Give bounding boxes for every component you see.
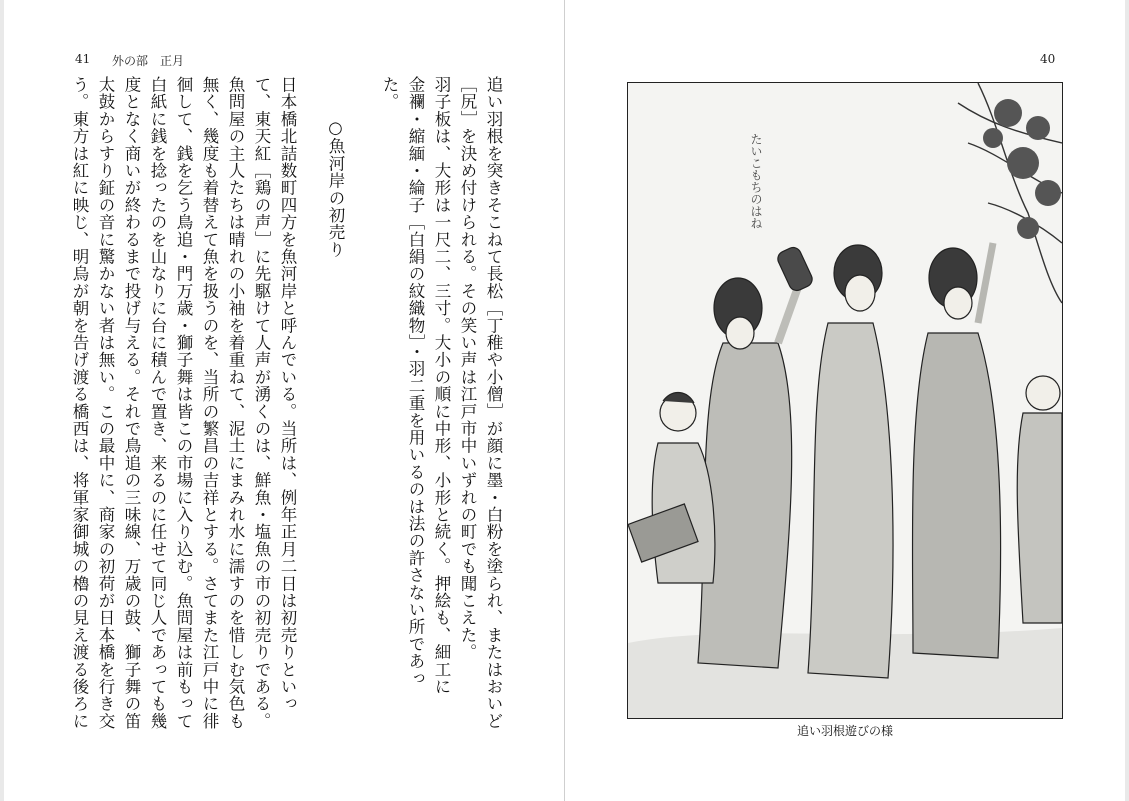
text-column: 追い羽根を突きそこねて長松［丁稚や小僧］が顔に墨・白粉を塗られ、またはおいど — [484, 76, 503, 730]
text-column: 魚問屋の主人たちは晴れの小袖を着重ねて、泥土にまみれ水に濡すのを惜しむ気色も — [226, 76, 245, 730]
section-heading: ○魚河岸の初売り — [326, 118, 345, 259]
left-page-edge — [0, 0, 4, 801]
text-column: 羽子板は、大形は一尺二、三寸。大小の順に中形、小形と続く。押絵も、細工に — [432, 76, 451, 696]
text-column: 白紙に銭を捻ったのを山なりに台に積んで置き、来るのに任せて同じ人であっても幾 — [148, 76, 167, 730]
right-page-edge — [1125, 0, 1129, 801]
text-column: 度となく商いが終わるまで投げ与える。それで鳥追の三味線、万歳の鼓、獅子舞の笛 — [122, 76, 141, 730]
text-column: た。 — [380, 76, 399, 111]
text-column: 太鼓からすり鉦の音に驚かない者は無い。この最中に、商家の初荷が日本橋を行き交 — [96, 76, 115, 730]
child-right — [1017, 376, 1062, 623]
inscription-text: たいこもちのはね — [749, 133, 763, 229]
left-page-number: 41 — [75, 52, 91, 66]
text-column: ［尻］を決め付けられる。その笑い声は江戸市中いずれの町でも聞こえた。 — [458, 76, 477, 661]
page-gutter — [564, 0, 565, 801]
text-column: 日本橋北詰数町四方を魚河岸と呼んでいる。当所は、例年正月二日は初売りといっ — [278, 76, 297, 713]
text-column: 金襴・縮緬・綸子［白絹の紋織物］・羽二重を用いるのは法の許さない所であっ — [406, 76, 425, 687]
woodblock-illustration — [627, 82, 1063, 719]
text-column: 無く、幾度も着替えて魚を扱うのを、当所の繁昌の吉祥とする。さてまた江戸中に徘 — [200, 76, 219, 730]
text-column: う。東方は紅に映じ、明烏が朝を告げ渡る橋西は、将軍家御城の櫓の見え渡る後ろに — [70, 76, 89, 730]
text-column: 徊して、銭を乞う鳥追・門万歳・獅子舞は皆この市場に入り込む。魚問屋は前もって — [174, 76, 193, 730]
figure-caption: 追い羽根遊びの様 — [796, 724, 893, 738]
running-header: 外の部 正月 — [112, 54, 185, 68]
illustration-drawing — [628, 83, 1062, 718]
right-page-number: 40 — [1040, 52, 1056, 66]
text-column: て、東天紅［鶏の声］に先駆けて人声が湧くのは、鮮魚・塩魚の市の初売りである。 — [252, 76, 271, 730]
